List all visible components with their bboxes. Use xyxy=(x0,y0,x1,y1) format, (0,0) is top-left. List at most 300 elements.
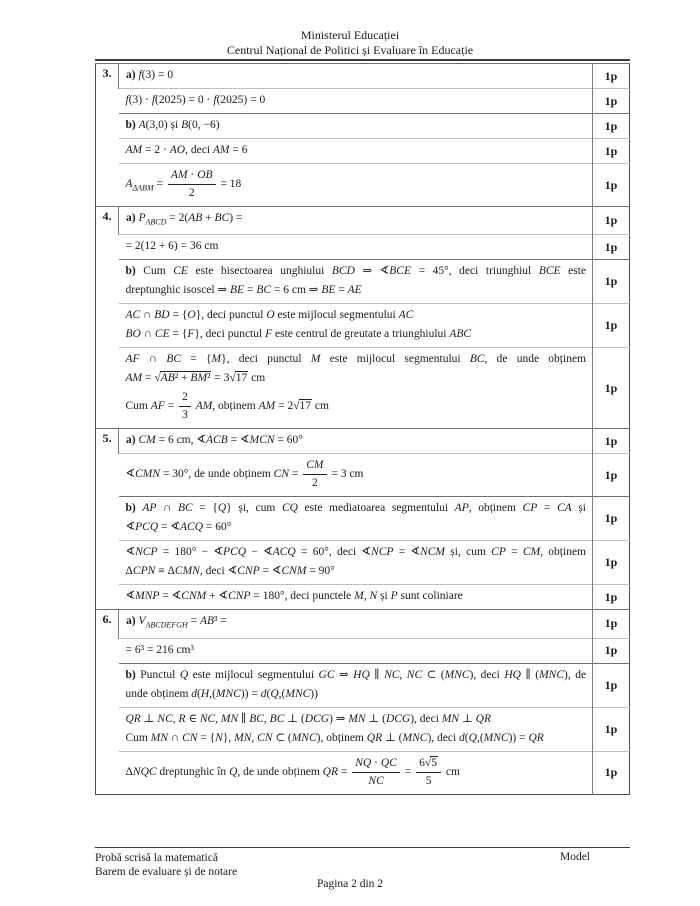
solution-cell xyxy=(119,114,593,139)
plain-text: ) = xyxy=(229,212,243,224)
plain-text: = xyxy=(537,502,557,515)
solution-line xyxy=(126,710,587,729)
plain-text: , obținem xyxy=(212,400,259,413)
plain-text: ⊥ ( xyxy=(382,731,403,744)
plain-text: ( xyxy=(464,731,469,744)
plain-text: ), deci xyxy=(410,712,442,725)
table-row xyxy=(96,497,630,541)
plain-text: = 60°, deci ∢ xyxy=(295,546,372,559)
math-text: NC xyxy=(157,712,173,725)
math-text: d xyxy=(260,687,267,700)
square-root: √17 xyxy=(293,400,312,413)
plain-text: ∥ ( xyxy=(520,668,540,681)
math-text: MNC xyxy=(483,731,509,744)
plain-text: ² xyxy=(207,372,211,385)
math-text: MN xyxy=(441,712,460,725)
math-text: F xyxy=(187,328,195,341)
plain-text: , xyxy=(263,712,270,725)
points-cell: 1p xyxy=(593,585,630,610)
plain-text: , deci ∢ xyxy=(199,565,238,578)
math-text: AO xyxy=(169,144,186,156)
plain-text: ,( xyxy=(476,731,484,744)
plain-text: = 6 xyxy=(229,144,248,156)
plain-text: = 60° xyxy=(203,521,232,534)
plain-text: este mijlocul segmentului xyxy=(274,309,399,322)
plain-text: ( xyxy=(266,687,271,700)
header-institution: Centrul Național de Politici și Evaluare în Educație xyxy=(226,43,474,57)
plain-text: = 30°, de unde obținem xyxy=(160,468,274,481)
plain-text: cm xyxy=(312,400,329,413)
plain-text: 3 xyxy=(182,409,188,422)
points-cell: 1p xyxy=(593,64,630,89)
solution-line xyxy=(126,754,587,791)
math-text: CN xyxy=(273,468,290,481)
solution-cell xyxy=(119,235,593,260)
plain-text: = { xyxy=(169,309,188,322)
plain-text: = 60° xyxy=(274,434,303,447)
plain-text: a) xyxy=(126,615,139,628)
solution-line xyxy=(126,666,587,685)
plain-text: = 45°, deci triunghiul xyxy=(411,265,539,278)
math-text: CN xyxy=(257,731,273,744)
math-text: QR xyxy=(322,765,338,778)
table-row xyxy=(96,751,630,794)
points-cell: 1p xyxy=(593,114,630,139)
plain-text: Δ xyxy=(125,565,133,578)
math-text: NC xyxy=(384,668,400,681)
math-text: CNP xyxy=(228,590,251,603)
solution-cell xyxy=(119,541,593,585)
solution-line xyxy=(126,641,587,660)
plain-text: , xyxy=(363,590,370,603)
math-text: MNC xyxy=(285,687,311,700)
math-text: QR xyxy=(528,731,544,744)
math-text: BD xyxy=(154,309,170,322)
math-text: CNM xyxy=(281,565,307,578)
math-text: BC xyxy=(249,712,264,725)
math-text: M xyxy=(310,353,321,366)
math-text: BC xyxy=(269,712,285,725)
table-row xyxy=(96,89,630,114)
math-text: AE xyxy=(347,284,362,297)
plain-text: ∩ xyxy=(140,328,155,341)
math-text: NCM xyxy=(420,546,446,559)
header-rule xyxy=(95,59,630,61)
plain-text: + ∢ xyxy=(206,590,229,603)
plain-text: ∢ xyxy=(125,590,136,603)
plain-text: = 180° − ∢ xyxy=(157,546,224,559)
math-text: MCN xyxy=(249,434,275,447)
solution-line xyxy=(126,91,587,110)
table-row xyxy=(96,235,630,260)
plain-text: dreptunghic isoscel ⇒ xyxy=(125,284,230,297)
math-text: CP xyxy=(491,546,506,559)
solution-cell xyxy=(119,707,593,751)
plain-text: ⊂ ( xyxy=(272,731,292,744)
math-text: BE xyxy=(321,284,336,297)
solution-cell xyxy=(119,454,593,497)
solution-cell xyxy=(119,751,593,794)
math-text: QR xyxy=(125,712,141,725)
plain-text: , xyxy=(215,712,221,725)
plain-text: ), deci xyxy=(427,731,460,744)
math-text: NC xyxy=(199,712,216,725)
table-row xyxy=(96,348,630,429)
plain-text: ,( xyxy=(278,687,286,700)
solution-line xyxy=(126,66,586,85)
solution-line xyxy=(126,306,587,325)
math-text: PCQ xyxy=(223,546,247,559)
math-text: CE xyxy=(154,328,170,341)
math-text: MNC xyxy=(215,687,241,700)
math-text: BC xyxy=(256,284,272,297)
solution-line xyxy=(126,262,587,281)
math-text: AM xyxy=(258,400,276,413)
solution-cell xyxy=(119,429,593,454)
solution-cell xyxy=(119,164,593,207)
solution-line xyxy=(126,281,587,300)
plain-text: unde obținem xyxy=(125,687,192,700)
footer-model-label: Model xyxy=(559,851,590,863)
table-row xyxy=(96,454,630,497)
math-text: d xyxy=(191,687,198,700)
math-text: NC xyxy=(406,668,423,681)
subscript: ABCD xyxy=(145,217,167,227)
plain-text: = xyxy=(289,468,302,481)
plain-text: , xyxy=(172,712,179,725)
table-row xyxy=(96,304,630,348)
plain-text: = xyxy=(505,546,523,559)
table-row xyxy=(96,207,630,235)
plain-text: cm xyxy=(442,765,460,778)
plain-text: ⇒ ∢ xyxy=(354,265,390,278)
points-cell: 1p xyxy=(593,139,630,164)
table-row xyxy=(96,638,630,663)
points-cell: 1p xyxy=(593,348,630,429)
math-text: AM xyxy=(125,144,143,156)
math-text: B xyxy=(181,119,189,131)
math-text: MNC xyxy=(444,668,470,681)
table-row xyxy=(96,114,630,139)
plain-text: și xyxy=(377,590,391,603)
math-text: NCP xyxy=(371,546,394,559)
math-text: Q xyxy=(270,687,279,700)
math-text: NQC xyxy=(132,765,157,778)
table-row xyxy=(96,585,630,610)
plain-text: = xyxy=(153,178,166,191)
math-text: CN xyxy=(182,731,198,744)
math-text: AM xyxy=(195,400,213,413)
fraction xyxy=(179,389,191,424)
math-text: AM xyxy=(170,169,188,181)
plain-text: b) xyxy=(125,502,143,515)
plain-text: b) xyxy=(125,668,141,681)
plain-text: ∥ xyxy=(369,668,385,681)
math-text: CMN xyxy=(174,565,200,578)
solution-cell xyxy=(119,64,593,89)
math-text: DCG xyxy=(385,712,411,725)
math-text: M xyxy=(354,590,364,603)
plain-text: ² + xyxy=(174,372,191,385)
math-text: AB xyxy=(160,372,175,385)
plain-text: = ∢ xyxy=(393,546,421,559)
plain-text: = ∢ xyxy=(227,434,250,447)
footer-exam-name: Probă scrisă la matematică xyxy=(95,852,218,864)
solution-line xyxy=(126,431,586,450)
math-text: AM xyxy=(125,372,143,385)
points-cell: 1p xyxy=(593,541,630,585)
plain-text: }, xyxy=(222,731,235,744)
plain-text: și, cum xyxy=(445,546,492,559)
solution-cell xyxy=(119,260,593,304)
plain-text: ), obținem xyxy=(316,731,367,744)
plain-text: este xyxy=(560,265,586,278)
plain-text: Punctul xyxy=(140,668,180,681)
plain-text: = 180°, deci punctele xyxy=(250,590,355,603)
math-text: AC xyxy=(125,309,141,322)
table-row xyxy=(96,707,630,751)
plain-text: = xyxy=(244,284,257,297)
fraction xyxy=(352,755,400,790)
points-cell: 1p xyxy=(593,207,630,235)
plain-text: = 3 xyxy=(211,372,230,385)
plain-text: = 6³ = 216 cm³ xyxy=(125,643,194,656)
points-cell: 1p xyxy=(593,610,630,638)
math-text: PCQ xyxy=(135,521,159,534)
plain-text: = 18 xyxy=(217,178,242,191)
math-text: CM xyxy=(138,434,156,447)
plain-text: }, deci punctul xyxy=(195,309,267,322)
math-text: BC xyxy=(177,502,193,515)
solution-line xyxy=(126,685,587,704)
plain-text: = 6 cm ⇒ xyxy=(271,284,322,297)
math-text: BC xyxy=(469,353,485,366)
solution-cell xyxy=(119,638,593,663)
plain-text: ∢ xyxy=(125,521,136,534)
plain-text: = 2( xyxy=(166,212,189,224)
plain-text: este centrul de greutate a triunghiului xyxy=(272,328,450,341)
plain-text: (3) = 0 xyxy=(141,69,174,81)
math-text: P xyxy=(138,212,146,224)
plain-text: ), deci xyxy=(469,668,505,681)
plain-text: b) xyxy=(125,265,144,278)
plain-text: = 3 cm xyxy=(328,468,364,481)
plain-text: = xyxy=(338,765,351,778)
math-text: HQ xyxy=(353,668,370,681)
math-text: BCD xyxy=(331,265,355,278)
math-text: ACB xyxy=(206,434,228,447)
plain-text: , deci xyxy=(185,144,213,156)
plain-text: și xyxy=(571,502,586,515)
fraction xyxy=(303,457,326,492)
math-text: AP xyxy=(454,502,469,515)
grading-table xyxy=(95,63,630,795)
plain-text: = xyxy=(401,765,415,778)
plain-text: ,( xyxy=(209,687,216,700)
plain-text: ⊥ ( xyxy=(365,712,386,725)
plain-text: ³ = xyxy=(214,615,227,628)
plain-text: = { xyxy=(197,731,216,744)
points-cell: 1p xyxy=(593,260,630,304)
problem-number: 5. xyxy=(96,429,119,610)
solution-line xyxy=(126,209,586,231)
math-text: ACQ xyxy=(272,546,296,559)
plain-text: = ∢ xyxy=(158,521,181,534)
square-root: √AB² + BM² xyxy=(154,372,211,385)
math-text: MNC xyxy=(291,731,317,744)
square-root: √5 xyxy=(424,756,437,769)
solution-line xyxy=(126,456,587,493)
math-text: A xyxy=(125,178,133,191)
plain-text: = ∢ xyxy=(259,565,282,578)
math-text: MNP xyxy=(135,590,160,603)
plain-text: ), de xyxy=(564,668,587,681)
math-text: AM xyxy=(212,144,230,156)
plain-text: cm xyxy=(248,372,266,385)
solution-cell xyxy=(119,663,593,707)
plain-text: Δ xyxy=(125,765,133,778)
math-text: f xyxy=(213,94,217,106)
plain-text: (2025) = 0 ⋅ xyxy=(155,94,214,106)
plain-text: − ∢ xyxy=(246,546,273,559)
plain-text: = xyxy=(164,400,178,413)
points-cell: 1p xyxy=(593,663,630,707)
math-text: QR xyxy=(475,712,491,725)
math-text: MN xyxy=(234,731,252,744)
math-text: BC xyxy=(166,353,182,366)
plain-text: (0, −6) xyxy=(188,119,220,131)
math-text: N xyxy=(215,731,223,744)
plain-text: (3) ⋅ xyxy=(128,94,152,106)
plain-text: ∩ xyxy=(156,502,178,515)
math-text: CA xyxy=(556,502,572,515)
plain-text: ( xyxy=(197,687,201,700)
plain-text: sunt coliniare xyxy=(397,590,463,603)
plain-text: 2 xyxy=(312,477,318,490)
plain-text: b) xyxy=(125,119,139,131)
plain-text: 2 xyxy=(182,391,188,404)
plain-text: ⊥ xyxy=(459,712,476,725)
math-text: NQ xyxy=(355,756,372,769)
plain-text: = 90° xyxy=(306,565,335,578)
math-text: CP xyxy=(522,502,538,515)
points-cell: 1p xyxy=(593,235,630,260)
plain-text: ⋅ xyxy=(371,756,381,769)
math-text: M xyxy=(211,353,222,366)
math-text: O xyxy=(187,309,196,322)
plain-text: ∩ xyxy=(140,309,155,322)
math-text: CPN xyxy=(132,565,156,578)
plain-text: , de unde obținem xyxy=(484,353,587,366)
math-text: R xyxy=(178,712,186,725)
table-row xyxy=(96,139,630,164)
math-text: AC xyxy=(398,309,414,322)
plain-text: este bisectoarea unghiului xyxy=(187,265,332,278)
plain-text: a) xyxy=(126,212,139,224)
math-text: QR xyxy=(366,731,383,744)
solution-line xyxy=(126,543,587,562)
math-text: BM xyxy=(190,372,208,385)
math-text: MNC xyxy=(402,731,428,744)
math-text: CM xyxy=(306,459,324,472)
plain-text: 2 xyxy=(188,187,195,199)
math-text: CQ xyxy=(281,502,298,515)
math-text: CNM xyxy=(181,590,207,603)
solution-line xyxy=(126,729,587,748)
solution-cell xyxy=(119,610,593,638)
plain-text: = { xyxy=(192,502,218,515)
problem-number: 3. xyxy=(96,64,119,207)
plain-text: = xyxy=(142,372,155,385)
footer-page-number: Pagina 2 din 2 xyxy=(316,878,384,890)
math-text: MN xyxy=(348,712,366,725)
solution-cell xyxy=(119,207,593,235)
solution-line xyxy=(126,518,587,537)
plain-text: = 2(12 + 6) = 36 cm xyxy=(125,240,219,253)
solution-line xyxy=(126,612,586,634)
math-text: F xyxy=(265,328,273,341)
math-text: f xyxy=(138,69,142,81)
table-row xyxy=(96,541,630,585)
table-row xyxy=(96,429,630,454)
points-cell: 1p xyxy=(593,304,630,348)
plain-text: , xyxy=(399,668,407,681)
plain-text: a) xyxy=(126,69,139,81)
table-row xyxy=(96,663,630,707)
plain-text: )) = xyxy=(240,687,261,700)
solution-line xyxy=(126,388,587,425)
plain-text: = xyxy=(335,284,348,297)
table-row xyxy=(96,260,630,304)
plain-text: } și, cum xyxy=(226,502,282,515)
grading-table-body xyxy=(96,64,630,795)
plain-text: = 2 xyxy=(275,400,294,413)
math-text: CNP xyxy=(237,565,260,578)
solution-line xyxy=(126,587,587,606)
points-cell: 1p xyxy=(593,89,630,114)
plain-text: ⊂ ( xyxy=(422,668,445,681)
math-text: BCE xyxy=(389,265,412,278)
math-text: NCP xyxy=(135,546,158,559)
math-text: ABC xyxy=(449,328,472,341)
math-text: V xyxy=(138,615,146,628)
points-cell: 1p xyxy=(593,429,630,454)
table-row xyxy=(96,64,630,89)
math-text: N xyxy=(369,590,378,603)
plain-text: )) = xyxy=(508,731,529,744)
math-text: QC xyxy=(380,756,397,769)
page-header xyxy=(0,28,700,58)
plain-text: ⋅ xyxy=(187,169,198,181)
plain-text: , obținem xyxy=(540,546,586,559)
plain-text: ⊥ ( xyxy=(284,712,305,725)
math-text: Q xyxy=(229,765,238,778)
plain-text: (2025) = 0 xyxy=(216,94,266,106)
math-text: CE xyxy=(173,265,188,278)
plain-text: este mijlocul segmentului xyxy=(320,353,470,366)
math-text: ACQ xyxy=(180,521,204,534)
plain-text: 17 xyxy=(299,400,312,413)
solution-line xyxy=(126,237,587,256)
plain-text: ∥ xyxy=(238,712,250,725)
math-text: f xyxy=(125,94,129,106)
math-text: O xyxy=(266,309,275,322)
plain-text: ∈ xyxy=(185,712,200,725)
math-text: GC xyxy=(318,668,335,681)
solution-cell xyxy=(119,89,593,114)
plain-text: , xyxy=(251,731,258,744)
solution-cell xyxy=(119,348,593,429)
